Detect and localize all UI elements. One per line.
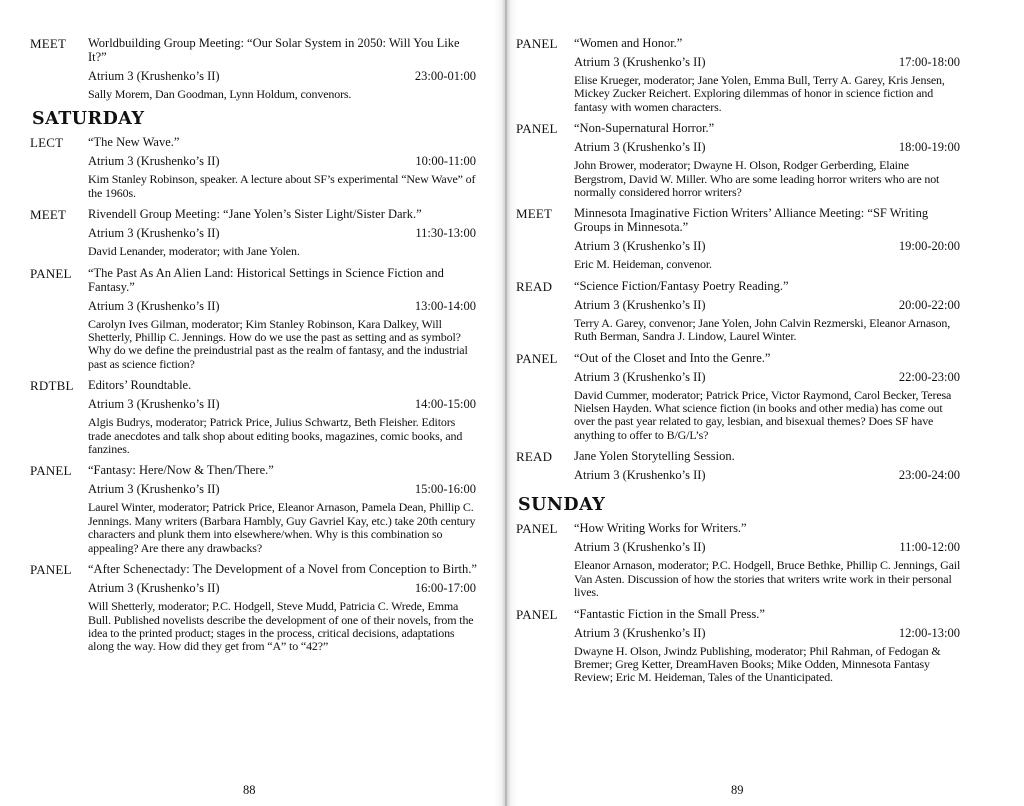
entry-type: PANEL [516,36,558,51]
schedule-entry [516,121,962,199]
entry-description: Sally Morem, Dan Goodman, Lynn Holdum, convenors. [88,87,352,101]
entry-title: Editors’ Roundtable. [88,378,192,393]
schedule-entry [516,449,962,487]
schedule-entry [516,279,962,344]
entry-description: Eric M. Heideman, convenor. [574,257,712,272]
entry-title: Worldbuilding Group Meeting: “Our Solar System in 2050: Will You Like It?” [88,36,460,64]
entry-type: RDTBL [30,378,74,394]
schedule-entry [516,206,962,271]
entry-type: PANEL [30,562,72,578]
entry-description: John Brower, moderator; Dwayne H. Olson, Rodger Gerberding, Elaine Bergstrom, David W. Miller. Who are some leading horror writers who are not normally considered horror writers? [574,158,940,200]
entry-time: 19:00-20:00 [898,239,960,254]
entry-location: Atrium 3 (Krushenko’s II) [88,69,220,83]
entry-location-row [88,154,478,168]
schedule-entry [30,562,478,654]
entry-location-row [88,397,478,411]
entry-body [574,449,962,487]
entry-time: 17:00-18:00 [898,55,960,69]
entry-time: 22:00-23:00 [898,369,960,384]
entry-body [574,607,962,685]
entry-title: “The New Wave.” [88,135,180,150]
entry-title: “Women and Honor.” [574,36,683,50]
entry-location-row [88,299,478,313]
entry-title: “Fantasy: Here/Now & Then/There.” [88,463,274,478]
entry-description: Laurel Winter, moderator; Patrick Price, Eleanor Arnason, Pamela Dean, Phillip C. Jennings. Many writers (Barbara Hambly, Guy Gavriel Kay, etc.) take 20th century characters and plunk them into elsewhere/when. Why is this combination so appealing? Are there any drawbacks? [88,500,476,555]
entry-type: MEET [30,207,67,223]
entry-body [88,378,478,456]
entry-title: “After Schenectady: The Development of a Novel from Conception to Birth.” [88,562,477,577]
entry-location: Atrium 3 (Krushenko’s II) [88,581,220,596]
entry-type: PANEL [516,521,558,537]
schedule-entry [30,378,478,456]
entry-type: MEET [30,36,67,51]
entry-description: Elise Krueger, moderator; Jane Yolen, Emma Bull, Terry A. Garey, Kris Jensen, Mickey Zucker Reichert. Exploring dilemmas of honor in science fiction and fantasy with women characters. [574,73,945,114]
entry-time: 23:00-01:00 [414,69,476,83]
entry-title: “How Writing Works for Writers.” [574,521,747,536]
entry-body [574,279,962,344]
entry-body [88,463,478,555]
entry-location-row [574,239,962,253]
schedule-entry [516,351,962,443]
entry-description: Eleanor Arnason, moderator; P.C. Hodgell, Bruce Bethke, Phillip C. Jennings, Gail Van Asten. Discussion of how the stories that writers write work in their personal lives. [574,558,961,600]
entry-title: “Science Fiction/Fantasy Poetry Reading.” [574,278,789,293]
entry-body [88,135,478,200]
entry-type: READ [516,278,553,294]
entry-time: 23:00-24:00 [898,468,960,483]
entry-location: Atrium 3 (Krushenko’s II) [88,482,220,497]
entry-type: LECT [30,135,64,151]
schedule-entry [30,36,478,101]
entry-location: Atrium 3 (Krushenko’s II) [574,297,706,312]
entry-title: “The Past As An Alien Land: Historical Settings in Science Fiction and Fantasy.” [88,265,444,294]
entry-type: PANEL [516,606,558,622]
entry-location-row [574,370,962,384]
entry-type: PANEL [30,463,72,479]
entry-description: David Lenander, moderator; with Jane Yolen. [88,244,300,259]
entry-description: Terry A. Garey, convenor; Jane Yolen, John Calvin Rezmerski, Eleanor Arnason, Ruth Berman, Sandra J. Lindow, Laurel Winter. [574,315,951,344]
entry-location: Atrium 3 (Krushenko’s II) [574,239,706,254]
entry-body [88,207,478,258]
entry-description: Kim Stanley Robinson, speaker. A lecture about SF’s experimental “New Wave” of the 1960s. [88,172,476,200]
right-entries [516,521,962,684]
entry-body [88,266,478,372]
entry-title: “Non-Supernatural Horror.” [574,121,715,136]
entry-location: Atrium 3 (Krushenko’s II) [88,397,220,412]
right-top-entries [516,36,962,487]
entry-location-row [88,482,478,496]
entry-description: Will Shetterly, moderator; P.C. Hodgell, Steve Mudd, Patricia C. Wrede, Emma Bull. Published novelists describe the development of one of their novels, from the idea to the printed product; stages in the process, critical decisions, adaptations along the way. How did they get from “A” to “42?” [88,599,474,654]
entry-description: Dwayne H. Olson, Jwindz Publishing, moderator; Phil Rahman, of Fedogan & Bremer; Greg Ketter, DreamHaven Books; Mike Odden, Minnesota Fantasy Review; Eric M. Heideman, Tales of the Unanticipated. [574,643,941,685]
entry-time: 11:30-13:00 [415,226,476,241]
entry-time: 20:00-22:00 [898,297,960,312]
entry-type: PANEL [516,350,558,366]
schedule-entry [516,521,962,599]
schedule-entry [30,266,478,372]
day-heading-saturday: SATURDAY [32,109,145,130]
entry-title: “Fantastic Fiction in the Small Press.” [574,606,765,621]
entry-location: Atrium 3 (Krushenko’s II) [88,298,220,313]
entry-time: 16:00-17:00 [414,581,476,596]
entry-location-row [574,468,962,482]
entry-location-row [88,581,478,595]
schedule-entry [30,207,478,258]
entry-body [574,121,962,199]
entry-location: Atrium 3 (Krushenko’s II) [574,55,706,69]
entry-location: Atrium 3 (Krushenko’s II) [88,226,220,241]
entry-location-row [574,540,962,554]
entry-time: 13:00-14:00 [414,298,476,313]
entry-body [574,206,962,271]
entry-body [88,36,478,101]
entry-location-row [574,140,962,154]
right-page [516,36,962,776]
entry-location-row [88,69,478,83]
entry-location-row [574,55,962,69]
schedule-entry [30,135,478,200]
schedule-entry [516,607,962,685]
entry-location: Atrium 3 (Krushenko’s II) [574,140,706,155]
entry-time: 15:00-16:00 [414,482,476,497]
entry-title: Minnesota Imaginative Fiction Writers’ Alliance Meeting: “SF Writing Groups in Minnesota.” [574,206,929,235]
entry-location: Atrium 3 (Krushenko’s II) [574,369,706,384]
left-entries [30,135,478,653]
entry-location: Atrium 3 (Krushenko’s II) [574,540,706,555]
entry-location-row [88,226,478,240]
entry-body [574,36,962,114]
entry-location-row [574,298,962,312]
entry-type: MEET [516,206,553,222]
entry-title: Jane Yolen Storytelling Session. [574,449,735,464]
entry-location-row [574,626,962,640]
entry-time: 11:00-12:00 [899,540,960,555]
book-gutter [494,0,518,806]
entry-time: 18:00-19:00 [898,140,960,155]
page-number-right: 89 [731,783,744,797]
entry-location: Atrium 3 (Krushenko’s II) [88,154,220,169]
entry-title: Rivendell Group Meeting: “Jane Yolen’s Sister Light/Sister Dark.” [88,207,422,222]
entry-location: Atrium 3 (Krushenko’s II) [574,468,706,483]
entry-body [88,562,478,654]
entry-type: PANEL [30,265,72,281]
entry-time: 12:00-13:00 [898,625,960,640]
entry-description: Carolyn Ives Gilman, moderator; Kim Stanley Robinson, Kara Dalkey, Will Shetterly, Phillip C. Jennings. How do we use the past as setting and as symbol? Why do we define the preindustrial past as the realm of fantasy, and the industrial past as science fiction? [88,316,468,371]
entry-type: READ [516,449,553,465]
entry-title: “Out of the Closet and Into the Genre.” [574,350,771,365]
entry-time: 10:00-11:00 [415,154,476,169]
entry-type: PANEL [516,121,558,137]
left-top-entries [30,36,478,101]
schedule-entry [516,36,962,114]
entry-description: David Cummer, moderator; Patrick Price, Victor Raymond, Carol Becker, Teresa Nielsen Hayden. What science fiction (in books and other media) has come out over the past year related to gay, lesbian, and bisexual themes? Does SF have anything to offer to B/G/L’s? [574,387,952,442]
entry-body [574,521,962,599]
entry-location: Atrium 3 (Krushenko’s II) [574,625,706,640]
left-page [30,36,478,776]
page-number-left: 88 [243,783,256,797]
entry-time: 14:00-15:00 [414,397,476,412]
entry-body [574,351,962,443]
schedule-entry [30,463,478,555]
entry-description: Algis Budrys, moderator; Patrick Price, Julius Schwartz, Beth Fleisher. Editors trade anecdotes and talk shop about editing books, magazines, comic books, and fanzines. [88,415,463,457]
day-heading-sunday: SUNDAY [518,495,606,516]
